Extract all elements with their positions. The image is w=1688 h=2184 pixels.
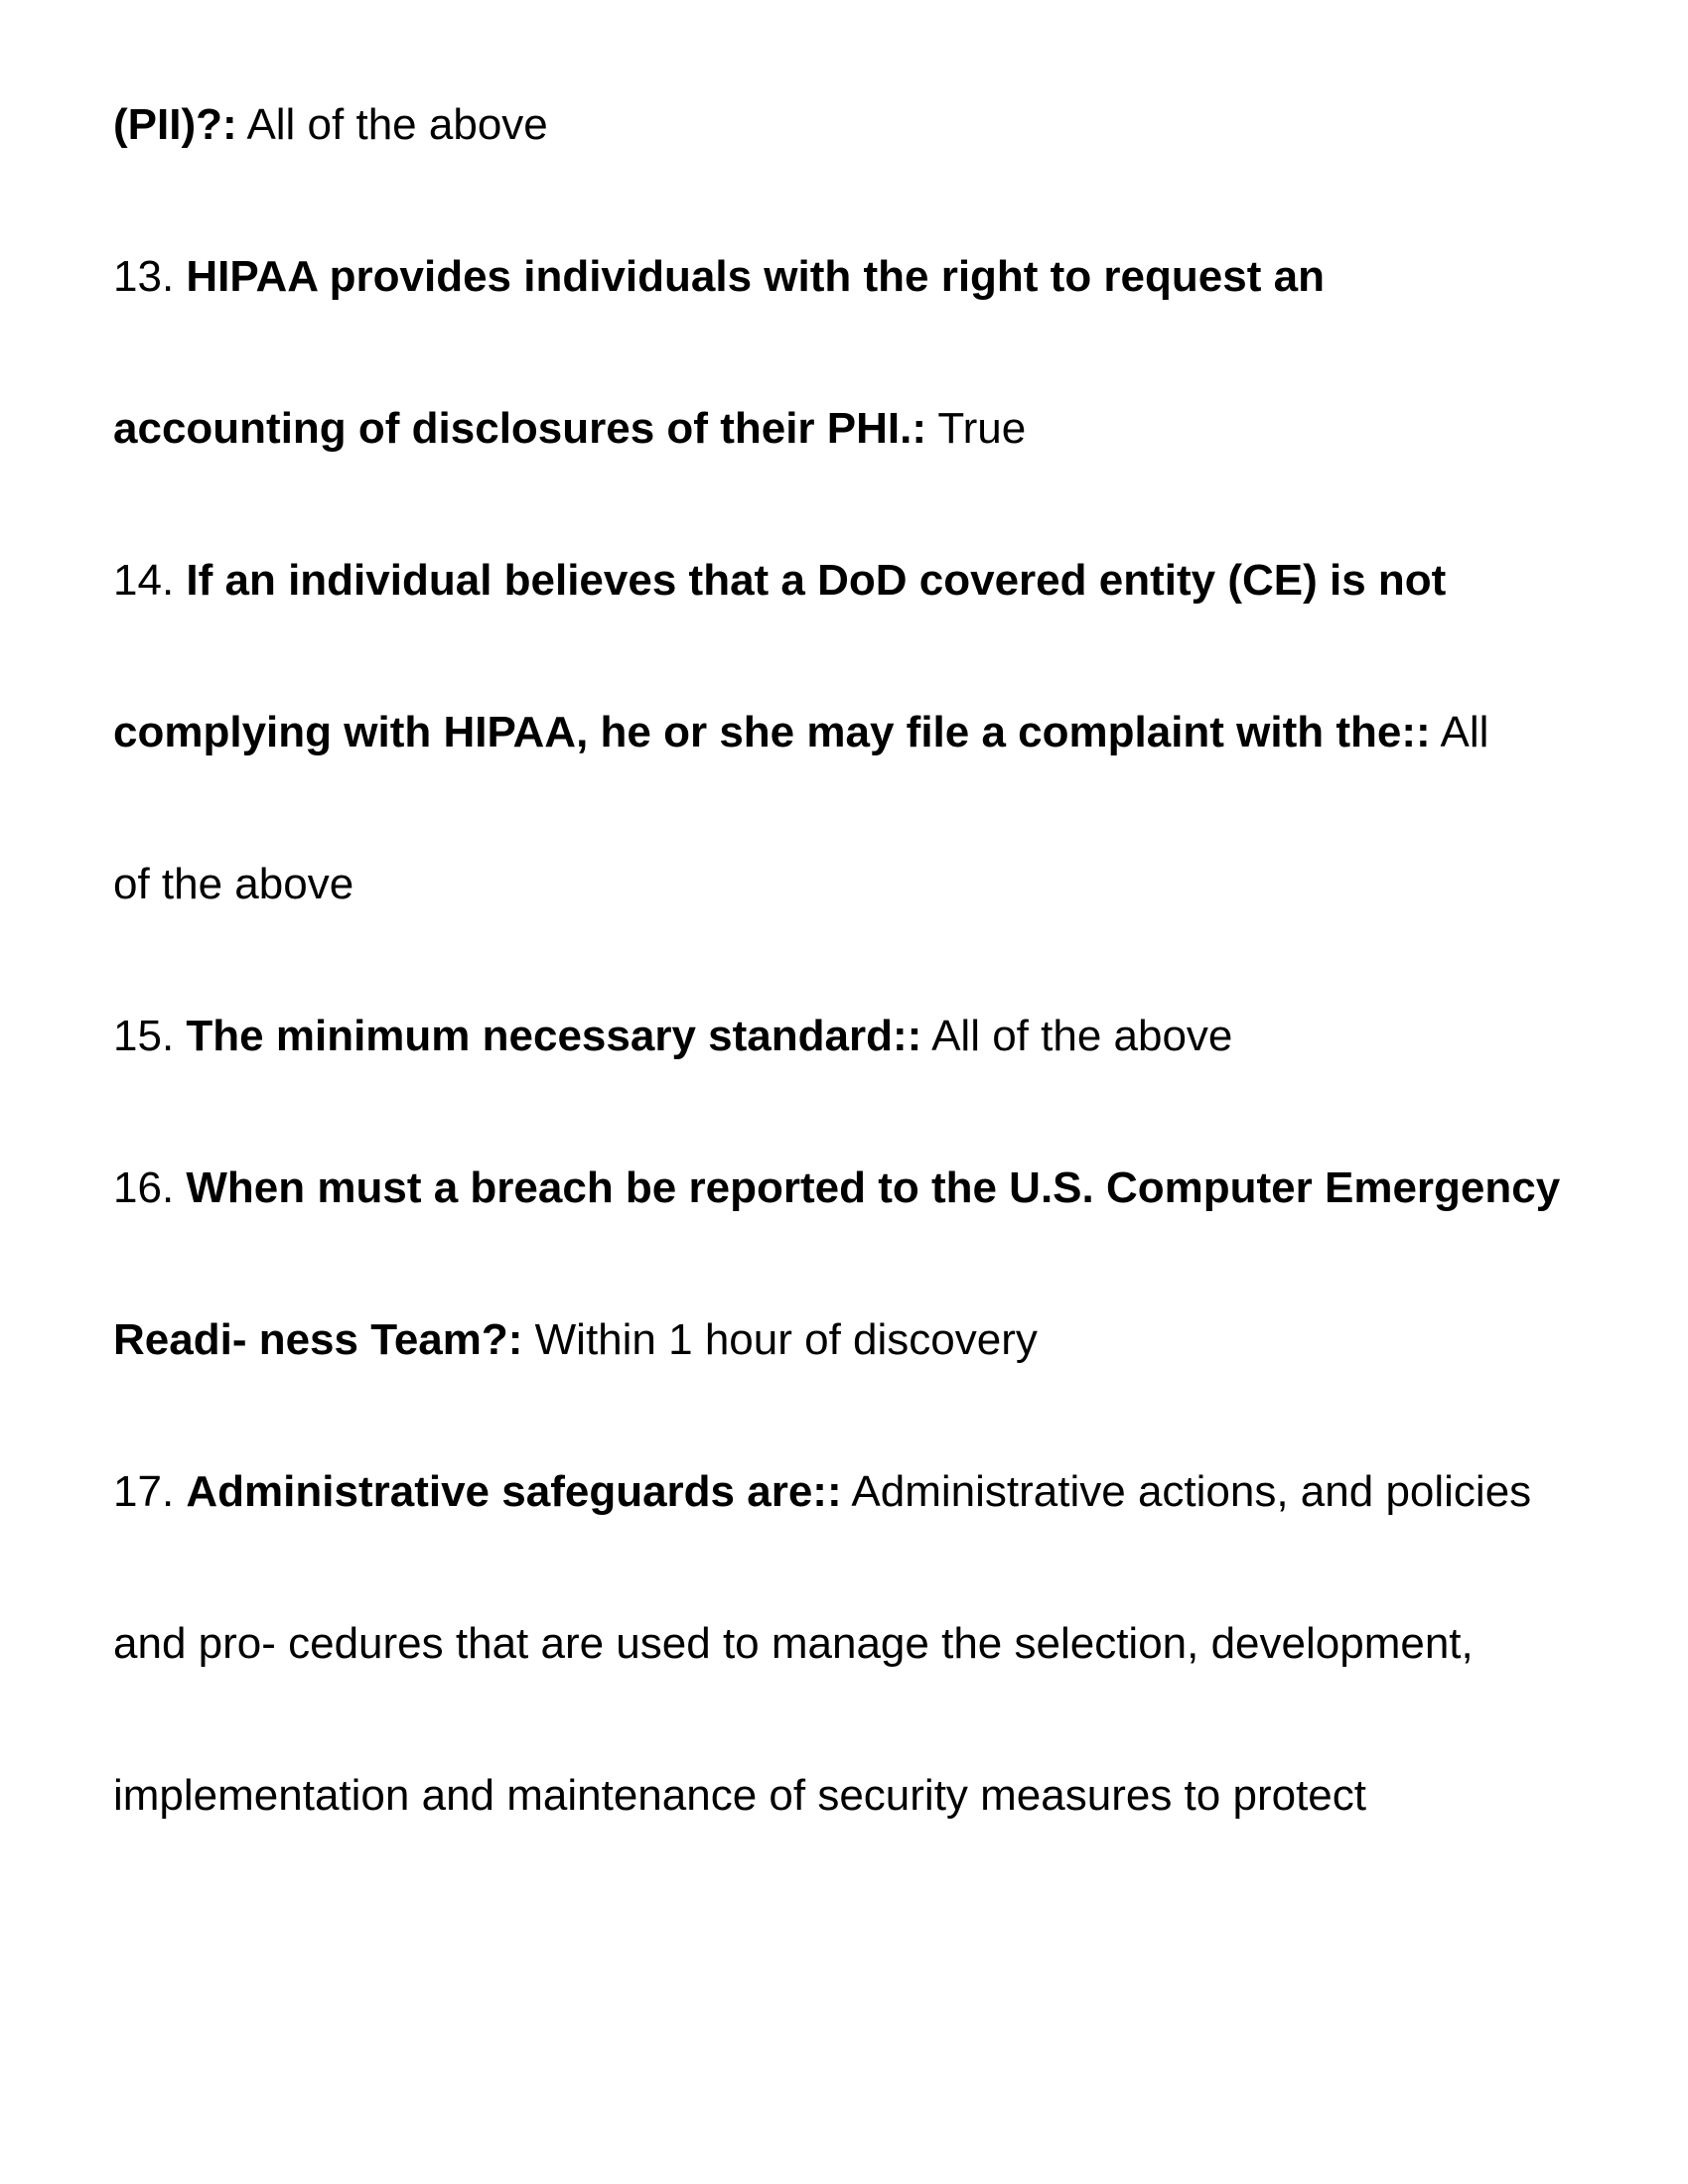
- question-text: (PII)?:: [113, 100, 237, 149]
- line-q15: [113, 1012, 1233, 1060]
- question-number: 13.: [113, 252, 187, 301]
- question-text: HIPAA provides individuals with the right to request an: [186, 252, 1325, 301]
- line-q13-part2: [113, 404, 1027, 453]
- question-text: The minimum necessary standard::: [186, 1012, 922, 1060]
- answer-text: and pro- cedures that are used to manage the selection, development,: [113, 1619, 1474, 1668]
- question-text: Administrative safeguards are::: [186, 1467, 842, 1516]
- question-number: 16.: [113, 1163, 187, 1212]
- answer-text: All: [1430, 708, 1489, 756]
- answer-text: True: [925, 404, 1027, 453]
- answer-text: All of the above: [921, 1012, 1233, 1060]
- line-q17-part2: [113, 1619, 1474, 1668]
- question-number: 15.: [113, 1012, 187, 1060]
- answer-text: implementation and maintenance of security measures to protect: [113, 1771, 1366, 1820]
- answer-text: Administrative actions, and policies: [841, 1467, 1532, 1516]
- question-text: Readi- ness Team?:: [113, 1315, 523, 1364]
- question-number: 14.: [113, 556, 187, 605]
- line-q14-part3: [113, 860, 354, 908]
- answer-text: of the above: [113, 860, 354, 908]
- question-text: When must a breach be reported to the U.S. Computer Emergency: [186, 1163, 1561, 1212]
- line-q17-part3: [113, 1771, 1366, 1820]
- answer-text: All of the above: [236, 100, 548, 149]
- question-text: accounting of disclosures of their PHI.:: [113, 404, 926, 453]
- answer-text: Within 1 hour of discovery: [522, 1315, 1038, 1364]
- line-q16-part2: [113, 1315, 1038, 1364]
- line-q13-part1: [113, 252, 1325, 301]
- question-text: If an individual believes that a DoD covered entity (CE) is not: [186, 556, 1447, 605]
- line-q14-part2: [113, 708, 1489, 756]
- line-pii-answer: [113, 100, 548, 149]
- question-text: complying with HIPAA, he or she may file a complaint with the::: [113, 708, 1431, 756]
- line-q14-part1: [113, 556, 1447, 605]
- question-number: 17.: [113, 1467, 187, 1516]
- line-q16-part1: [113, 1163, 1561, 1212]
- line-q17-part1: [113, 1467, 1532, 1516]
